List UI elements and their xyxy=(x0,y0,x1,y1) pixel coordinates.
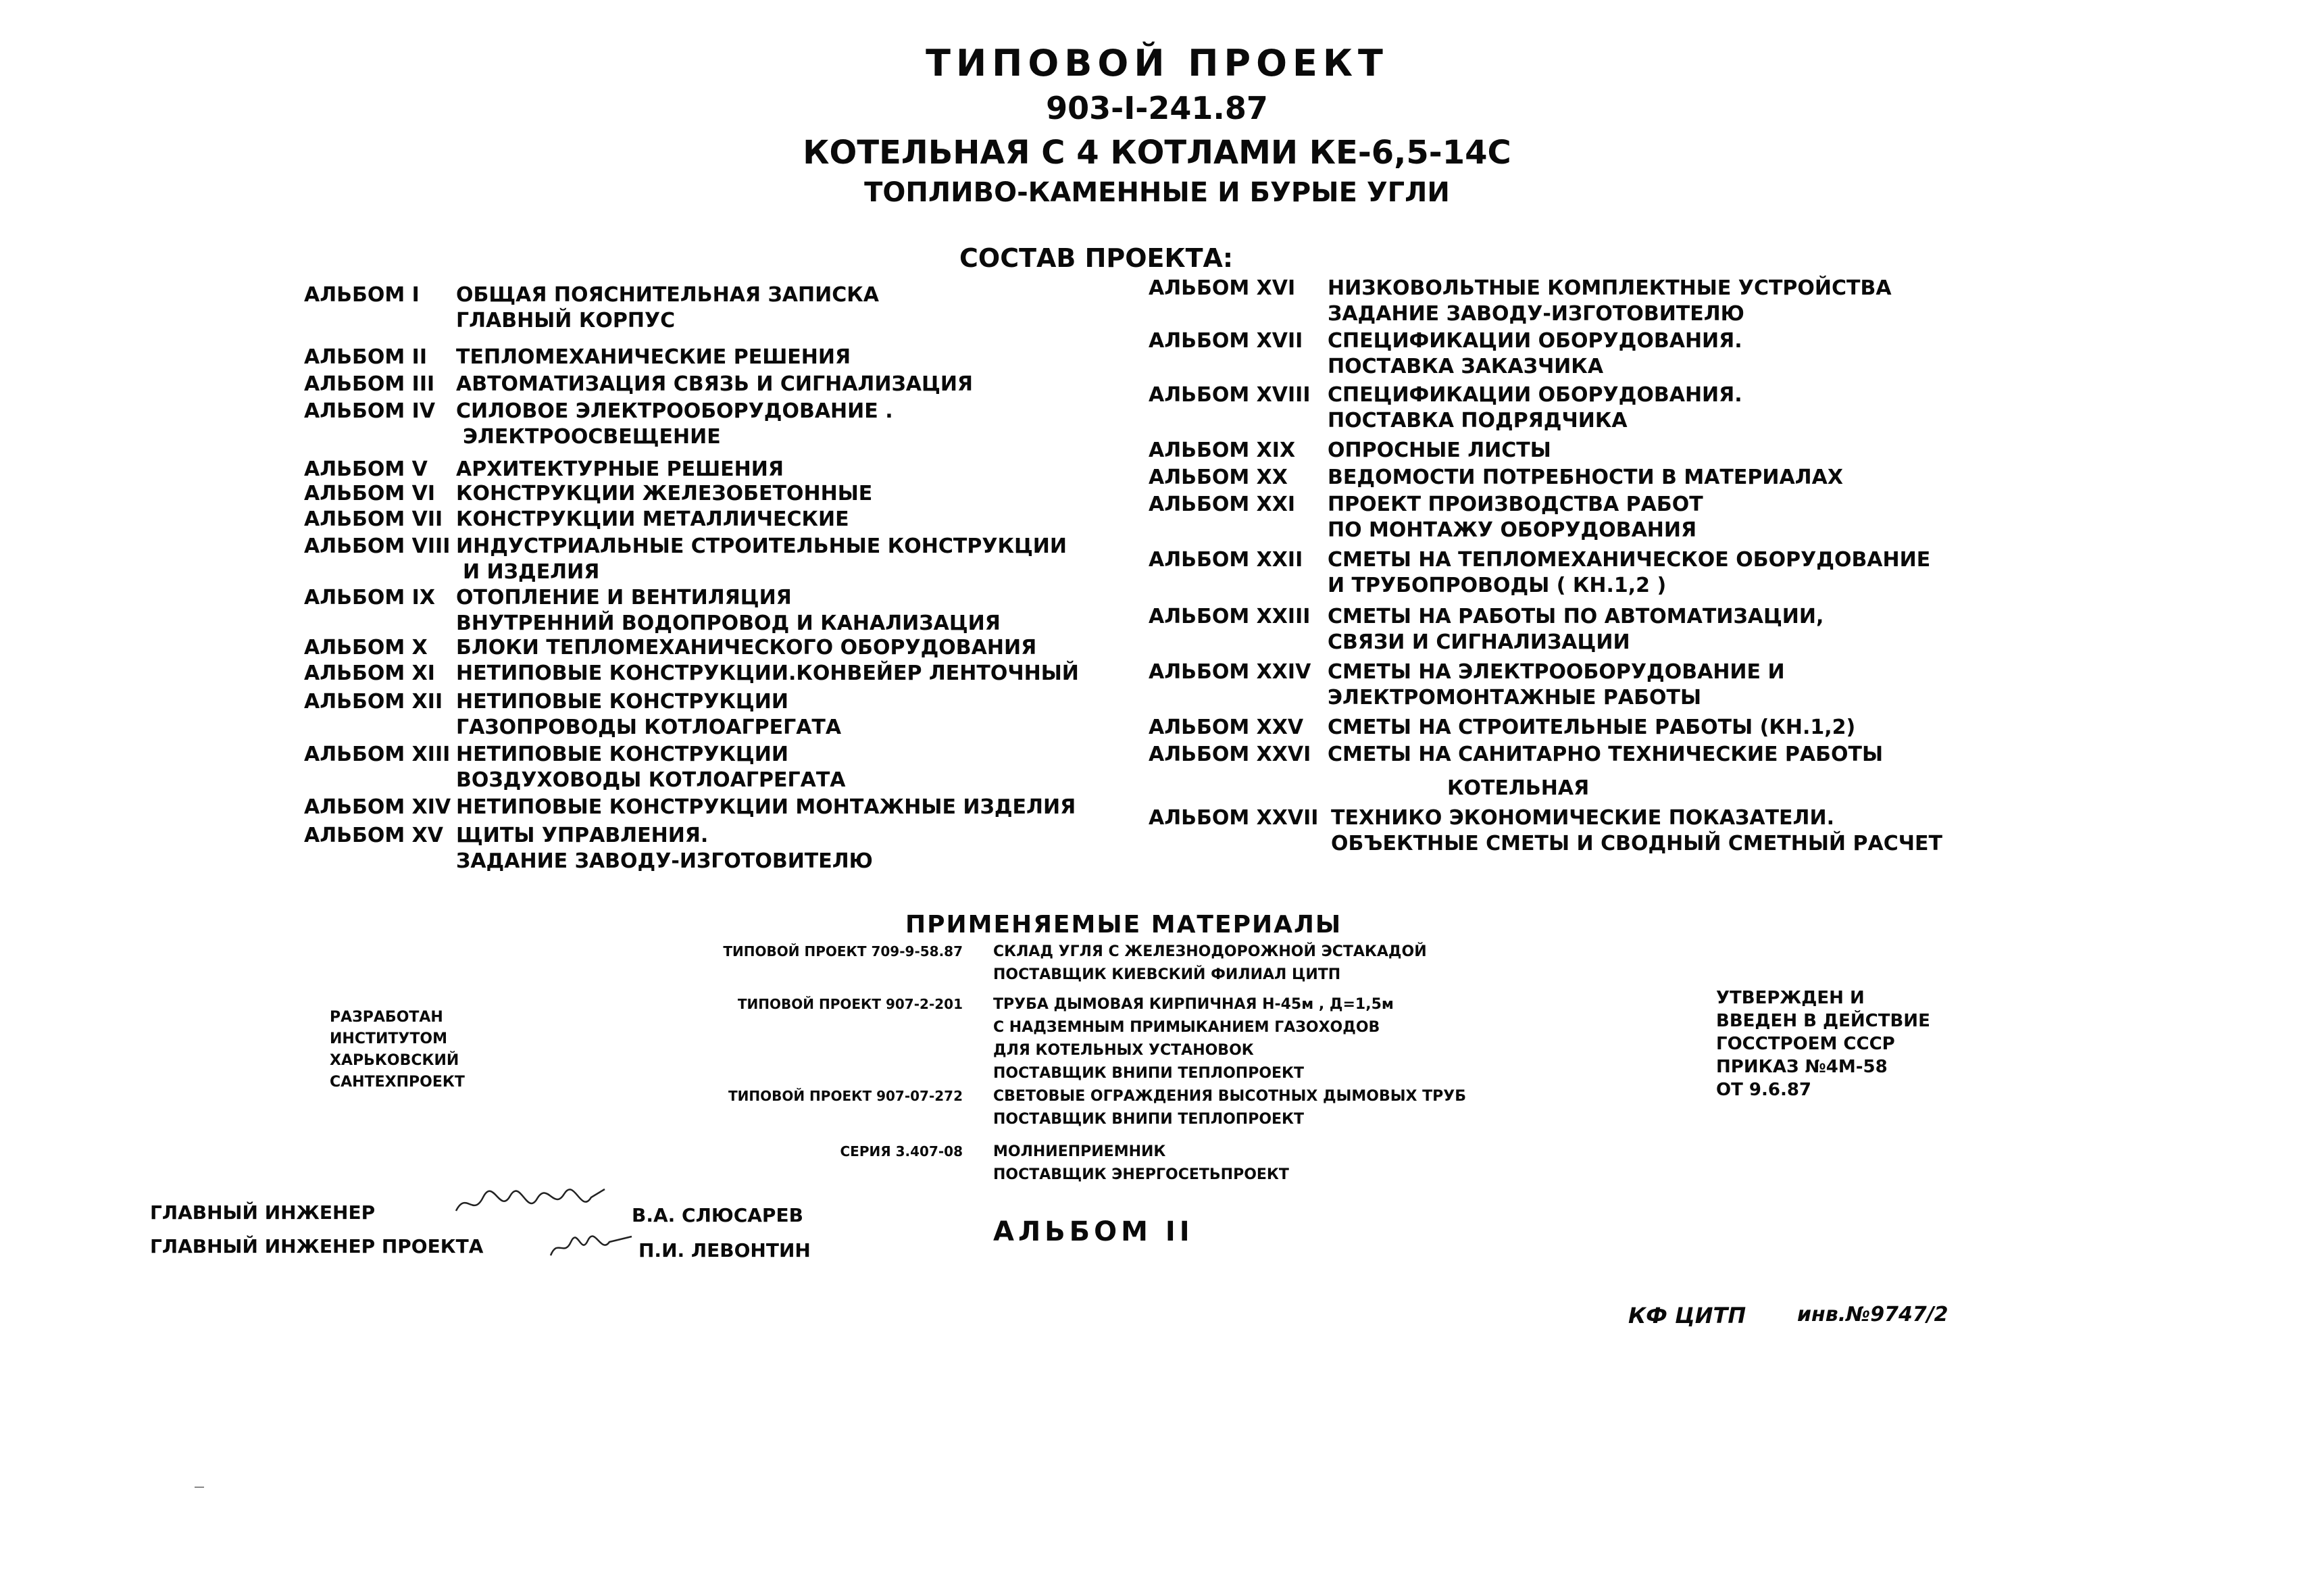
album-number: АЛЬБОМ VI xyxy=(304,482,436,505)
album-title xyxy=(1331,805,1942,857)
album-number: АЛЬБОМ XVI xyxy=(1149,276,1296,300)
material-description xyxy=(993,941,1427,987)
album-number: АЛЬБОМ XXVII xyxy=(1149,806,1319,830)
album-number: АЛЬБОМ XXVI xyxy=(1149,743,1311,766)
album-title-line: ИНДУСТРИАЛЬНЫЕ СТРОИТЕЛЬНЫЕ КОНСТРУКЦИИ xyxy=(456,534,1067,558)
album-title xyxy=(1328,328,1742,380)
album-title-line: АРХИТЕКТУРНЫЕ РЕШЕНИЯ xyxy=(456,457,784,481)
album-title xyxy=(456,457,784,482)
album-number: АЛЬБОМ XXIII xyxy=(1149,605,1311,628)
album-title-line: НЕТИПОВЫЕ КОНСТРУКЦИИ.КОНВЕЙЕР ЛЕНТОЧНЫЙ xyxy=(456,662,1079,685)
album-title-line: ГАЗОПРОВОДЫ КОТЛОАГРЕГАТА xyxy=(456,716,842,739)
material-line: СКЛАД УГЛЯ С ЖЕЛЕЗНОДОРОЖНОЙ ЭСТАКАДОЙ xyxy=(993,943,1427,960)
album-number: АЛЬБОМ XXV xyxy=(1149,716,1304,739)
approval-line: ГОССТРОЕМ СССР xyxy=(1716,1034,1895,1054)
album-title-line: СМЕТЫ НА СТРОИТЕЛЬНЫЕ РАБОТЫ (КН.1,2) xyxy=(1328,716,1856,739)
developed-line: ХАРЬКОВСКИЙ xyxy=(330,1052,459,1069)
album-title-line: ПО МОНТАЖУ ОБОРУДОВАНИЯ xyxy=(1328,518,1697,542)
material-reference: ТИПОВОЙ ПРОЕКТ 709-9-58.87 xyxy=(723,943,963,959)
album-title-line: ОТОПЛЕНИЕ И ВЕНТИЛЯЦИЯ xyxy=(456,586,792,609)
approval-line: ПРИКАЗ №4М-58 xyxy=(1716,1057,1888,1077)
album-label: АЛЬБОМ II xyxy=(993,1216,1194,1247)
album-title-line: НИЗКОВОЛЬТНЫЕ КОМПЛЕКТНЫЕ УСТРОЙСТВА xyxy=(1328,276,1892,300)
album-number: АЛЬБОМ XXII xyxy=(1149,548,1303,572)
inventory-number: инв.№9747/2 xyxy=(1797,1303,1948,1326)
album-title-line: СМЕТЫ НА ТЕПЛОМЕХАНИЧЕСКОЕ ОБОРУДОВАНИЕ xyxy=(1328,548,1931,572)
album-title xyxy=(1328,659,1785,711)
album-title xyxy=(456,534,1067,585)
signature-mark-chief-project-engineer xyxy=(547,1228,635,1262)
album-title xyxy=(1328,465,1843,491)
album-title xyxy=(456,635,1036,661)
album-title-line: КОНСТРУКЦИИ ЖЕЛЕЗОБЕТОННЫЕ xyxy=(456,482,873,505)
developed-by xyxy=(330,1007,465,1093)
album-title-line: ЭЛЕКТРОМОНТАЖНЫЕ РАБОТЫ xyxy=(1328,686,1702,709)
developed-line: ИНСТИТУТОМ xyxy=(330,1030,447,1047)
material-line: ДЛЯ КОТЕЛЬНЫХ УСТАНОВОК xyxy=(993,1042,1254,1059)
album-number: АЛЬБОМ V xyxy=(304,457,428,481)
album-title-line: СПЕЦИФИКАЦИИ ОБОРУДОВАНИЯ. xyxy=(1328,383,1742,407)
album-title-line: НЕТИПОВЫЕ КОНСТРУКЦИИ xyxy=(456,743,788,766)
album-title xyxy=(456,372,973,397)
album-number: АЛЬБОМ XVII xyxy=(1149,329,1303,353)
material-line: С НАДЗЕМНЫМ ПРИМЫКАНИЕМ ГАЗОХОДОВ xyxy=(993,1019,1380,1036)
album-number: АЛЬБОМ VII xyxy=(304,507,443,531)
album-title-line: ПОСТАВКА ЗАКАЗЧИКА xyxy=(1328,355,1604,378)
material-line: ПОСТАВЩИК ЭНЕРГОСЕТЬПРОЕКТ xyxy=(993,1166,1289,1183)
album-number: АЛЬБОМ IV xyxy=(304,399,436,423)
album-title-line: КОТЕЛЬНАЯ xyxy=(1447,776,1590,800)
album-number: АЛЬБОМ III xyxy=(304,372,435,396)
album-number: АЛЬБОМ XII xyxy=(304,690,443,714)
album-title xyxy=(1328,604,1823,655)
album-title-line: ПОСТАВКА ПОДРЯДЧИКА xyxy=(1328,409,1628,432)
album-title xyxy=(456,795,1076,820)
album-title xyxy=(456,742,846,793)
album-number: АЛЬБОМ XXI xyxy=(1149,493,1296,516)
album-title-line: ТЕПЛОМЕХАНИЧЕСКИЕ РЕШЕНИЯ xyxy=(456,345,851,369)
composition-heading: СОСТАВ ПРОЕКТА: xyxy=(959,243,1234,273)
album-number: АЛЬБОМ XVIII xyxy=(1149,383,1311,407)
approval-line: ОТ 9.6.87 xyxy=(1716,1080,1812,1100)
album-title-line: И ИЗДЕЛИЯ xyxy=(463,560,600,584)
material-line: ПОСТАВЩИК КИЕВСКИЙ ФИЛИАЛ ЦИТП xyxy=(993,966,1341,983)
material-line: ПОСТАВЩИК ВНИПИ ТЕПЛОПРОЕКТ xyxy=(993,1111,1305,1128)
album-title-line: БЛОКИ ТЕПЛОМЕХАНИЧЕСКОГО ОБОРУДОВАНИЯ xyxy=(456,636,1037,659)
material-reference: ТИПОВОЙ ПРОЕКТ 907-2-201 xyxy=(737,996,963,1012)
approval-line: ВВЕДЕН В ДЕЙСТВИЕ xyxy=(1716,1011,1930,1031)
album-title-line: ПРОЕКТ ПРОИЗВОДСТВА РАБОТ xyxy=(1328,493,1703,516)
album-number: АЛЬБОМ X xyxy=(304,636,428,659)
album-title-line: СВЯЗИ И СИГНАЛИЗАЦИИ xyxy=(1328,630,1630,654)
material-line: ТРУБА ДЫМОВАЯ КИРПИЧНАЯ Н-45м , Д=1,5м xyxy=(993,996,1394,1013)
album-title-line: АВТОМАТИЗАЦИЯ СВЯЗЬ И СИГНАЛИЗАЦИЯ xyxy=(456,372,974,396)
album-title-line: НЕТИПОВЫЕ КОНСТРУКЦИИ МОНТАЖНЫЕ ИЗДЕЛИЯ xyxy=(456,795,1076,819)
material-line: ПОСТАВЩИК ВНИПИ ТЕПЛОПРОЕКТ xyxy=(993,1065,1305,1082)
album-title-line: ВОЗДУХОВОДЫ КОТЛОАГРЕГАТА xyxy=(456,768,846,792)
material-line: СВЕТОВЫЕ ОГРАЖДЕНИЯ ВЫСОТНЫХ ДЫМОВЫХ ТРУБ xyxy=(993,1088,1467,1105)
archive-stamp: КФ ЦИТП xyxy=(1628,1303,1746,1328)
album-number: АЛЬБОМ IX xyxy=(304,586,435,609)
album-number: АЛЬБОМ XXIV xyxy=(1149,660,1311,684)
album-number: АЛЬБОМ I xyxy=(304,283,420,307)
album-title-line: СПЕЦИФИКАЦИИ ОБОРУДОВАНИЯ. xyxy=(1328,329,1742,353)
signature-mark-chief-engineer xyxy=(453,1184,608,1224)
album-title-line: СМЕТЫ НА РАБОТЫ ПО АВТОМАТИЗАЦИИ, xyxy=(1328,605,1824,628)
album-title xyxy=(1328,715,1855,741)
approval-block xyxy=(1716,987,1930,1101)
material-line: МОЛНИЕПРИЕМНИК xyxy=(993,1143,1166,1160)
signature-name-chief-project-engineer: П.И. ЛЕВОНТИН xyxy=(638,1239,811,1262)
project-name: КОТЕЛЬНАЯ С 4 КОТЛАМИ КЕ-6,5-14С xyxy=(803,134,1511,172)
album-title-line: ЩИТЫ УПРАВЛЕНИЯ. xyxy=(456,824,709,847)
signature-role-chief-engineer: ГЛАВНЫЙ ИНЖЕНЕР xyxy=(150,1201,376,1224)
album-title-line: ЭЛЕКТРООСВЕЩЕНИЕ xyxy=(463,425,721,449)
album-title-line: СМЕТЫ НА САНИТАРНО ТЕХНИЧЕСКИЕ РАБОТЫ xyxy=(1328,743,1884,766)
album-title-line: ОПРОСНЫЕ ЛИСТЫ xyxy=(1328,439,1551,462)
signature-role-chief-project-engineer: ГЛАВНЫЙ ИНЖЕНЕР ПРОЕКТА xyxy=(150,1235,484,1257)
album-title xyxy=(456,689,841,741)
developed-line: РАЗРАБОТАН xyxy=(330,1009,443,1026)
album-title-line: ЗАДАНИЕ ЗАВОДУ-ИЗГОТОВИТЕЛЮ xyxy=(456,849,873,873)
scan-mark xyxy=(195,1487,204,1488)
album-title xyxy=(456,661,1079,687)
album-title xyxy=(456,399,893,450)
album-title xyxy=(1328,276,1892,327)
album-title-line: ЗАДАНИЕ ЗАВОДУ-ИЗГОТОВИТЕЛЮ xyxy=(1328,302,1744,326)
album-title xyxy=(1328,382,1742,434)
album-number: АЛЬБОМ II xyxy=(304,345,427,369)
album-title-line: ОБЪЕКТНЫЕ СМЕТЫ И СВОДНЫЙ СМЕТНЫЙ РАСЧЕТ xyxy=(1331,832,1942,855)
album-number: АЛЬБОМ XX xyxy=(1149,466,1288,489)
album-title-line: СМЕТЫ НА ЭЛЕКТРООБОРУДОВАНИЕ И xyxy=(1328,660,1785,684)
album-number: АЛЬБОМ VIII xyxy=(304,534,451,558)
album-number: АЛЬБОМ XIII xyxy=(304,743,451,766)
album-title-line: ТЕХНИКО ЭКОНОМИЧЕСКИЕ ПОКАЗАТЕЛИ. xyxy=(1331,806,1834,830)
album-title-line: ГЛАВНЫЙ КОРПУС xyxy=(456,309,676,332)
album-title xyxy=(456,507,849,532)
album-title-line: ОБЩАЯ ПОЯСНИТЕЛЬНАЯ ЗАПИСКА xyxy=(456,283,879,307)
album-title-line: СИЛОВОЕ ЭЛЕКТРООБОРУДОВАНИЕ . xyxy=(456,399,893,423)
project-number: 903-I-241.87 xyxy=(1046,90,1268,126)
approval-line: УТВЕРЖДЕН И xyxy=(1716,988,1865,1008)
album-title xyxy=(1328,742,1883,768)
signature-name-chief-engineer: В.А. СЛЮСАРЕВ xyxy=(632,1204,803,1226)
album-title xyxy=(1328,438,1551,464)
album-title xyxy=(456,282,879,334)
album-number: АЛЬБОМ XV xyxy=(304,824,444,847)
album-title-line: И ТРУБОПРОВОДЫ ( КН.1,2 ) xyxy=(1328,574,1667,597)
album-title-line: ВНУТРЕННИЙ ВОДОПРОВОД И КАНАЛИЗАЦИЯ xyxy=(456,612,1001,635)
album-number: АЛЬБОМ XIV xyxy=(304,795,451,819)
album-title xyxy=(1328,547,1930,599)
album-number: АЛЬБОМ XIX xyxy=(1149,439,1296,462)
fuel-type: ТОПЛИВО-КАМЕННЫЕ И БУРЫЕ УГЛИ xyxy=(864,177,1450,208)
album-title-line: КОНСТРУКЦИИ МЕТАЛЛИЧЕСКИЕ xyxy=(456,507,849,531)
material-reference: СЕРИЯ 3.407-08 xyxy=(840,1143,963,1159)
album-title xyxy=(1447,776,1589,801)
material-description xyxy=(993,1085,1466,1131)
album-title xyxy=(456,345,851,370)
developed-line: САНТЕХПРОЕКТ xyxy=(330,1074,465,1091)
material-description xyxy=(993,1141,1289,1187)
material-description xyxy=(993,993,1394,1085)
material-reference: ТИПОВОЙ ПРОЕКТ 907-07-272 xyxy=(728,1088,963,1104)
album-title xyxy=(1328,492,1703,543)
album-number: АЛЬБОМ XI xyxy=(304,662,435,685)
album-title xyxy=(456,823,873,874)
materials-heading: ПРИМЕНЯЕМЫЕ МАТЕРИАЛЫ xyxy=(905,911,1342,939)
album-title xyxy=(456,481,872,507)
album-title-line: НЕТИПОВЫЕ КОНСТРУКЦИИ xyxy=(456,690,788,714)
album-title xyxy=(456,585,1001,637)
album-title-line: ВЕДОМОСТИ ПОТРЕБНОСТИ В МАТЕРИАЛАХ xyxy=(1328,466,1843,489)
document-title: ТИПОВОЙ ПРОЕКТ xyxy=(926,42,1388,84)
